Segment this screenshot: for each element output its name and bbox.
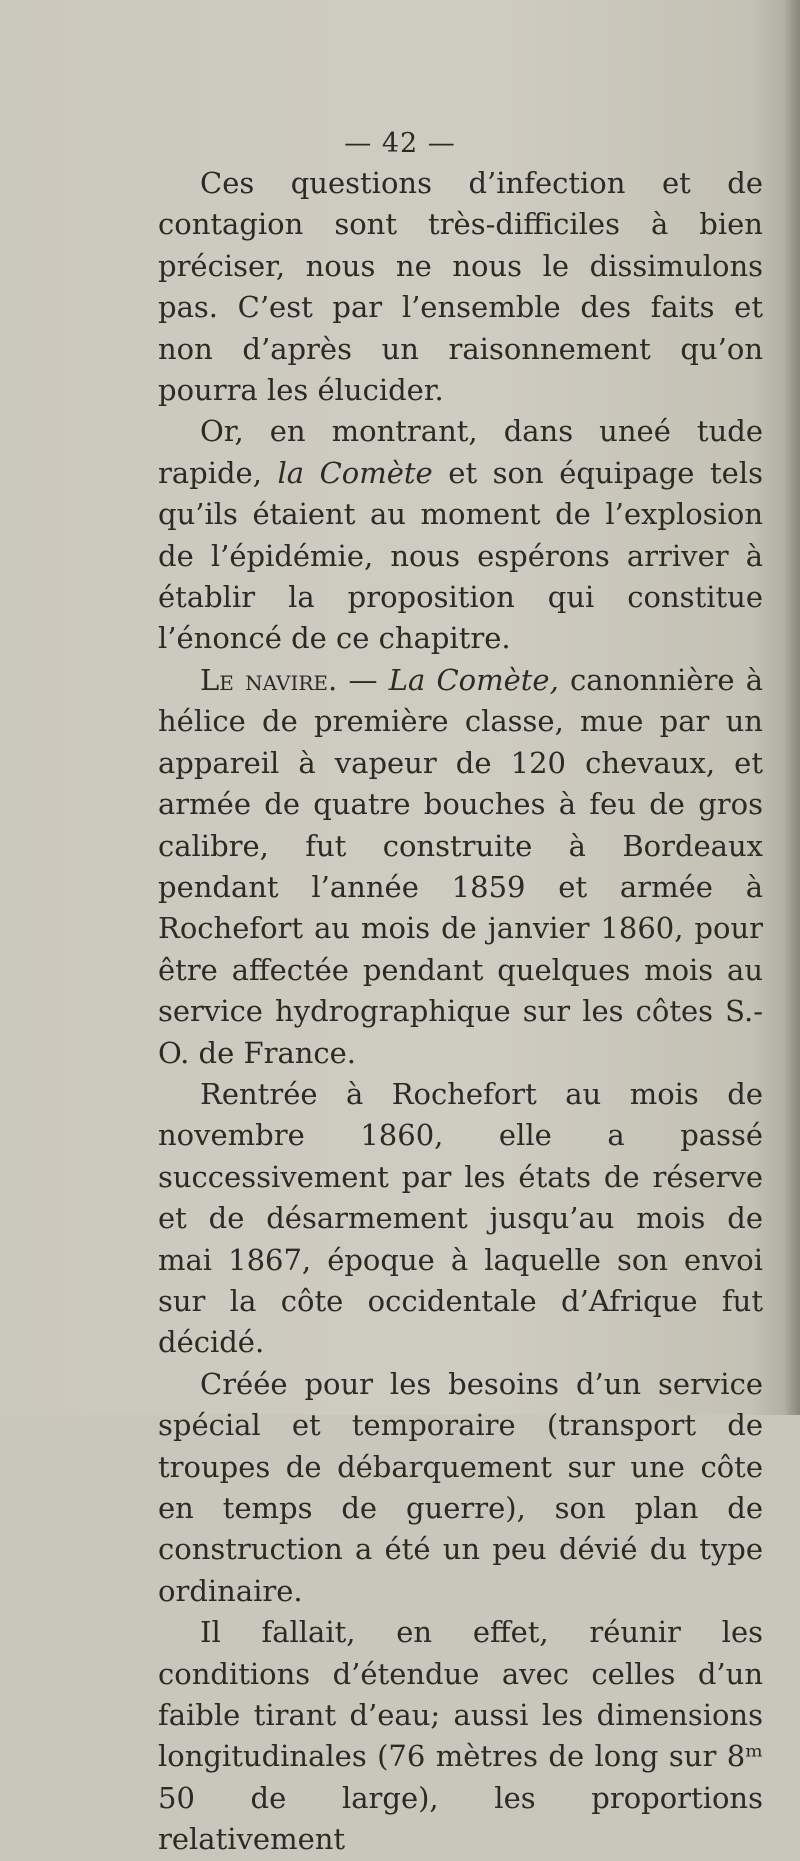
body-text: [158, 163, 763, 1861]
paragraph-le-navire: [158, 660, 763, 1074]
page-number: — 42 —: [344, 128, 456, 159]
ship-name: la Comète: [277, 455, 433, 490]
page-edge-shadow: [784, 0, 800, 1415]
paragraph-text: Or, en montrant, dans uneé tude rapide,: [158, 414, 763, 490]
paragraph-text: canonnière à hélice de première classe, mue par un appareil à vapeur de 120 chevaux, et armée de quatre bouches à feu de gros calibre, fut construite à Bordeaux pendant l’année 1859 et armée à Rochefort au mois de janvier 1860, pour être affectée pendant quelques mois au service hydrographique sur les côtes S.-O. de France.: [158, 662, 764, 1070]
paragraph-creee: Créée pour les besoins d’un service spécial et temporaire (transport de troupes de débarquement sur une côte en temps de guerre), son plan de construction a été un peu dévié du type ordinaire.: [158, 1366, 763, 1608]
paragraph-infection: Ces questions d’infection et de contagion sont très-difficiles à bien préciser, nous ne nous le dissimulons pas. C’est par l’ensemble des faits et non d’après un raisonnement qu’on pourra les élucider.: [158, 166, 763, 408]
section-heading: Le navire.: [200, 662, 338, 697]
dash: —: [337, 662, 389, 697]
paragraph-comete-intro: [158, 411, 763, 659]
paragraph-dimensions: Il fallait, en effet, réunir les conditions d’étendue avec celles d’un faible tirant d’eau; aussi les dimensions longitudinales (76 mètres de long sur 8ᵐ 50 de large), les proportions relativement: [158, 1615, 763, 1857]
paragraph-rentree: Rentrée à Rochefort au mois de novembre 1860, elle a passé successivement par les états de réserve et de désarmement jusqu’au mois de mai 1867, époque à laquelle son envoi sur la côte occidentale d’Afrique fut décidé.: [158, 1076, 763, 1360]
ship-name: La Comète,: [388, 662, 559, 697]
paragraph-text: et son équipage tels qu’ils étaient au moment de l’explosion de l’épidémie, nous espérons arriver à établir la proposition qui constitue l’énoncé de ce chapitre.: [158, 455, 763, 656]
